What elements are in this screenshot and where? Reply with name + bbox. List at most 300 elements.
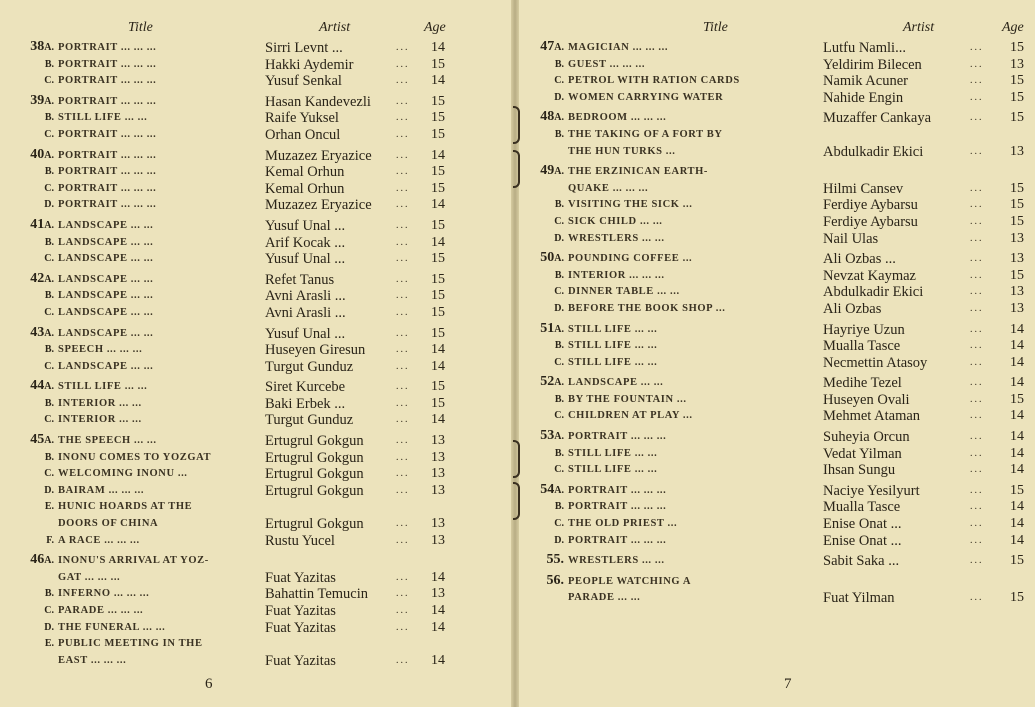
artist-name: Mualla Tasce — [823, 499, 901, 516]
table-row — [530, 109, 1024, 127]
artwork-title: PORTRAIT ... ... ... — [58, 149, 157, 161]
entry-sub-letter: C. — [554, 464, 564, 476]
artist-age: 13 — [1010, 251, 1024, 267]
artist-name: Kemal Orhun — [265, 164, 345, 181]
staple — [513, 150, 520, 188]
artwork-title: INTERIOR ... ... ... — [568, 269, 665, 281]
artist-age: 14 — [431, 412, 445, 428]
column-headers — [530, 18, 1024, 40]
artist-name: Suheyia Orcun — [823, 429, 910, 446]
entry-sub-letter: A. — [44, 219, 54, 231]
entry-sub-letter: C. — [554, 410, 564, 422]
entry-group — [20, 433, 494, 549]
artist-name: Naciye Yesilyurt — [823, 482, 920, 499]
artist-age: 15 — [431, 288, 445, 304]
catalog-number — [20, 411, 58, 429]
artist-age: 13 — [1010, 284, 1024, 300]
artwork-title: PEOPLE WATCHING A — [568, 575, 691, 587]
entry-sub-letter: D. — [44, 621, 54, 633]
table-row — [20, 342, 494, 359]
artist-name: Ertugrul Gokgun — [265, 482, 364, 499]
leader-dots: ... — [970, 501, 984, 513]
leader-dots: ... — [970, 356, 984, 368]
entry-sub-letter: A. — [44, 42, 54, 53]
artist-age: 15 — [431, 180, 445, 196]
artist-name: Turgut Gunduz — [265, 358, 354, 375]
entry-group — [530, 250, 1024, 317]
table-row — [530, 320, 1024, 339]
catalog-number — [20, 304, 58, 322]
catalog-number — [20, 72, 58, 90]
artwork-title: INONU'S ARRIVAL AT YOZ- — [58, 555, 209, 567]
leader-dots: ... — [970, 112, 984, 124]
leader-dots: ... — [396, 253, 410, 265]
catalog-number — [20, 163, 58, 181]
entry-group — [530, 481, 1024, 549]
artwork-title: PORTRAIT ... ... ... — [58, 75, 157, 87]
entry-sub-letter: B. — [44, 290, 54, 302]
artwork-title: PORTRAIT ... ... ... — [568, 501, 667, 513]
table-row — [20, 570, 494, 587]
artwork-title: MAGICIAN ... ... ... — [568, 42, 669, 53]
artist-age: 14 — [1010, 408, 1024, 424]
artwork-title: PORTRAIT ... ... ... — [58, 95, 157, 107]
catalog-number — [530, 163, 568, 181]
leader-dots: ... — [396, 236, 410, 248]
artwork-title: WRESTLERS ... ... — [568, 232, 665, 244]
artist-age: 13 — [431, 532, 445, 548]
leader-dots: ... — [396, 306, 410, 318]
entry-number: 43 — [30, 324, 45, 340]
table-row — [530, 338, 1024, 355]
artist-name: Avni Arasli ... — [265, 304, 346, 321]
artist-name: Yusuf Unal ... — [265, 251, 346, 268]
artwork-title: THE OLD PRIEST ... — [568, 518, 678, 530]
artist-name: Lutfu Namli... — [823, 40, 906, 56]
table-row — [20, 127, 494, 144]
entry-sub-letter: B. — [44, 112, 54, 124]
table-row — [530, 354, 1024, 372]
artist-age: 15 — [1010, 73, 1024, 89]
catalog-number — [530, 445, 568, 463]
artwork-title: PARADE ... ... — [568, 592, 641, 604]
artist-name: Siret Kurcebe — [265, 379, 346, 396]
catalog-number — [20, 126, 58, 144]
entry-sub-letter: B. — [44, 166, 54, 178]
entry-sub-letter: C. — [44, 468, 54, 480]
artwork-title: THE SPEECH ... ... — [58, 435, 157, 447]
artwork-title: STILL LIFE ... ... — [568, 340, 658, 352]
artist-name: Yeldirim Bilecen — [823, 56, 922, 73]
artist-age: 14 — [431, 603, 445, 618]
leader-dots: ... — [396, 128, 410, 140]
table-row — [20, 110, 494, 127]
artist-age: 13 — [431, 586, 445, 602]
table-row — [530, 499, 1024, 516]
leader-dots: ... — [396, 344, 410, 356]
artist-age: 14 — [431, 234, 445, 250]
leader-dots: ... — [970, 215, 984, 227]
artist-name: Enise Onat ... — [823, 516, 902, 533]
artist-name: Orhan Oncul — [265, 126, 341, 143]
leader-dots: ... — [396, 381, 410, 393]
entry-group — [530, 428, 1024, 479]
artist-age: 14 — [1010, 338, 1024, 354]
table-row — [20, 164, 494, 181]
artwork-title: WOMEN CARRYING WATER — [568, 91, 724, 103]
artist-age: 15 — [1010, 553, 1024, 569]
catalog-number — [20, 465, 58, 483]
entry-sub-letter: E. — [44, 501, 54, 513]
entry-sub-letter: A. — [554, 42, 564, 53]
table-row — [20, 40, 494, 57]
table-row — [20, 272, 494, 289]
leader-dots: ... — [396, 435, 410, 447]
table-row — [20, 359, 494, 376]
artist-age: 15 — [1010, 180, 1024, 196]
header-age: Age — [1002, 20, 1024, 35]
catalog-number — [530, 126, 568, 144]
catalog-number — [530, 267, 568, 285]
artist-age: 14 — [431, 619, 445, 635]
leader-dots: ... — [970, 377, 984, 389]
table-row — [20, 218, 494, 235]
entry-sub-letter: B. — [554, 269, 564, 281]
leader-dots: ... — [970, 464, 984, 476]
staple — [513, 106, 520, 144]
leader-dots: ... — [396, 290, 410, 302]
catalog-number — [530, 72, 568, 90]
catalog-number — [20, 39, 58, 57]
leader-dots: ... — [970, 42, 984, 53]
table-row — [20, 620, 494, 637]
artist-age: 15 — [431, 271, 445, 287]
artist-name: Nail Ulas — [823, 230, 879, 247]
leader-dots: ... — [970, 555, 984, 567]
artist-age: 15 — [431, 395, 445, 411]
artwork-title: LANDSCAPE ... ... — [58, 290, 154, 302]
catalog-number — [530, 230, 568, 248]
artwork-title: STILL LIFE ... ... — [58, 112, 148, 124]
entry-list — [530, 39, 1024, 607]
artist-name: Medihe Tezel — [823, 375, 902, 392]
table-row — [530, 481, 1024, 500]
table-row — [20, 326, 494, 343]
artwork-title: QUAKE ... ... ... — [568, 182, 649, 194]
artist-name: Yusuf Unal ... — [265, 325, 346, 342]
leader-dots: ... — [396, 518, 410, 530]
leader-dots: ... — [396, 451, 410, 463]
leader-dots: ... — [396, 484, 410, 496]
catalog-number — [20, 217, 58, 235]
leader-dots: ... — [396, 621, 410, 633]
catalog-number — [20, 635, 58, 653]
artwork-title: BEDROOM ... ... ... — [568, 112, 667, 124]
entry-number: 41 — [30, 216, 45, 232]
entry-sub-letter: A. — [44, 555, 54, 567]
artist-name: Yusuf Unal ... — [265, 217, 346, 234]
artist-name: Hakki Aydemir — [265, 56, 354, 73]
table-row — [530, 516, 1024, 533]
entry-sub-letter: C. — [44, 360, 54, 372]
header-artist: Artist — [903, 20, 935, 35]
leader-dots: ... — [396, 112, 410, 124]
entry-sub-letter: B. — [554, 199, 564, 211]
artwork-title: SICK CHILD ... ... — [568, 215, 663, 227]
table-row — [530, 462, 1024, 479]
entry-sub-letter: B. — [44, 236, 54, 248]
table-row — [20, 251, 494, 268]
artist-age: 14 — [1010, 516, 1024, 532]
entry-sub-letter: C. — [554, 75, 564, 87]
entry-number: 46 — [30, 552, 45, 568]
table-row — [530, 127, 1017, 144]
catalog-number — [530, 532, 568, 550]
artist-name: Hilmi Cansev — [823, 180, 904, 197]
artwork-title: STILL LIFE ... ... — [568, 356, 658, 368]
artwork-title: LANDSCAPE ... ... — [58, 219, 154, 231]
artist-name: Bahattin Temucin — [265, 586, 369, 603]
entry-group — [20, 40, 494, 90]
entry-sub-letter: B. — [44, 397, 54, 409]
entry-group — [20, 326, 494, 376]
artist-name: Ertugrul Gokgun — [265, 449, 364, 466]
artist-age: 14 — [1010, 532, 1024, 548]
artwork-title: GUEST ... ... ... — [568, 58, 646, 70]
entry-group — [20, 148, 494, 214]
artist-name: Fuat Yazitas — [265, 619, 336, 636]
catalog-number — [20, 378, 58, 396]
artist-name: Hasan Kandevezli — [265, 93, 371, 110]
entry-sub-letter: C. — [44, 75, 54, 87]
artwork-title: DINNER TABLE ... ... — [568, 286, 680, 298]
artist-name: Ferdiye Aybarsu — [823, 213, 918, 230]
entry-group — [20, 553, 494, 669]
leader-dots: ... — [970, 447, 984, 459]
artwork-title: INTERIOR ... ... — [58, 414, 142, 426]
artist-age: 14 — [1010, 429, 1024, 445]
artist-age: 14 — [431, 569, 445, 585]
table-row — [530, 250, 1024, 268]
table-row — [530, 428, 1024, 446]
entry-number: 50 — [540, 250, 555, 266]
catalog-number — [530, 428, 568, 446]
catalog-number — [20, 552, 58, 570]
catalog-number — [530, 407, 568, 425]
page-number: 7 — [784, 676, 792, 692]
leader-dots: ... — [970, 340, 984, 352]
staple — [513, 482, 520, 520]
catalog-number — [20, 147, 58, 165]
artist-age: 14 — [1010, 462, 1024, 478]
artist-age: 14 — [431, 73, 445, 89]
artist-age: 14 — [431, 342, 445, 358]
artist-name: Baki Erbek ... — [265, 395, 346, 412]
artwork-title: POUNDING COFFEE ... — [568, 253, 693, 265]
leader-dots: ... — [396, 534, 410, 546]
entry-sub-letter: A. — [44, 149, 54, 161]
entry-sub-letter: C. — [44, 605, 54, 616]
artist-name: Nevzat Kaymaz — [823, 267, 916, 284]
leader-dots: ... — [396, 360, 410, 372]
artist-age: 14 — [1010, 375, 1024, 391]
page-right — [514, 0, 1035, 707]
entry-sub-letter: A. — [554, 323, 564, 335]
catalog-number — [20, 532, 58, 550]
artwork-title: LANDSCAPE ... ... — [58, 306, 154, 318]
leader-dots: ... — [396, 273, 410, 285]
artist-name: Mehmet Ataman — [823, 408, 921, 425]
artist-age: 15 — [1010, 213, 1024, 229]
entry-number: 38 — [30, 39, 45, 54]
entry-number: 44 — [30, 378, 45, 394]
artist-name: Avni Arasli ... — [265, 288, 346, 305]
artwork-title: BEFORE THE BOOK SHOP ... — [568, 302, 726, 314]
artist-name: Rustu Yucel — [265, 532, 335, 549]
entry-sub-letter: C. — [554, 518, 564, 530]
entry-sub-letter: F. — [46, 534, 54, 546]
artwork-title: LANDSCAPE ... ... — [58, 236, 154, 248]
leader-dots: ... — [970, 269, 984, 281]
catalog-number — [20, 325, 58, 343]
leader-dots: ... — [396, 468, 410, 480]
catalog-number — [530, 552, 568, 570]
artist-age: 15 — [1010, 110, 1024, 126]
catalog-number — [20, 358, 58, 376]
table-row — [20, 483, 494, 500]
table-row — [530, 164, 1017, 181]
artist-name: Fuat Yilman — [823, 590, 895, 607]
catalog-number — [20, 109, 58, 127]
artist-age: 15 — [1010, 40, 1024, 55]
table-row — [530, 180, 1024, 198]
artwork-title: DOORS OF CHINA — [58, 518, 159, 530]
artist-age: 13 — [1010, 143, 1024, 159]
leader-dots: ... — [970, 518, 984, 530]
entry-sub-letter: D. — [554, 91, 564, 103]
table-row — [20, 379, 494, 396]
artist-age: 15 — [431, 110, 445, 126]
leader-dots: ... — [396, 58, 410, 70]
table-row — [20, 586, 494, 603]
catalog-number — [20, 585, 58, 603]
catalog-number — [530, 391, 568, 409]
artwork-title: PORTRAIT ... ... ... — [58, 128, 157, 140]
entry-number: 42 — [30, 270, 45, 286]
entry-number: 55. — [546, 552, 564, 568]
artist-age: 15 — [1010, 391, 1024, 407]
entry-number: 51 — [540, 320, 555, 336]
table-row — [530, 284, 1024, 301]
artist-name: Sabit Saka ... — [823, 553, 900, 570]
artwork-title: THE HUN TURKS ... — [568, 145, 676, 157]
leader-dots: ... — [396, 327, 410, 339]
table-row — [20, 653, 494, 670]
artwork-title: HUNIC HOARDS AT THE — [58, 501, 193, 513]
entry-sub-letter: C. — [554, 286, 564, 298]
catalog-number — [20, 271, 58, 289]
artwork-title: PORTRAIT ... ... ... — [58, 182, 157, 194]
artist-age: 14 — [1010, 499, 1024, 515]
leader-dots: ... — [396, 605, 410, 616]
artwork-title: INONU COMES TO YOZGAT — [58, 451, 212, 463]
artist-name: Muzazez Eryazice — [265, 197, 372, 214]
table-row — [20, 396, 494, 413]
header-age: Age — [424, 20, 446, 35]
artwork-title: PORTRAIT ... ... ... — [58, 166, 157, 178]
table-row — [20, 235, 494, 252]
leader-dots: ... — [970, 232, 984, 244]
artist-name: Ihsan Sungu — [823, 462, 896, 479]
artist-name: Raife Yuksel — [265, 110, 339, 127]
catalog-number — [20, 482, 58, 500]
entry-sub-letter: B. — [554, 447, 564, 459]
header-title: Title — [703, 20, 728, 35]
artwork-title: INTERIOR ... ... — [58, 397, 142, 409]
entry-sub-letter: A. — [554, 431, 564, 443]
artist-name: Hayriye Uzun — [823, 321, 905, 338]
artwork-title: VISITING THE SICK ... — [568, 199, 693, 211]
page-number: 6 — [205, 676, 213, 692]
table-row — [20, 181, 494, 198]
leader-dots: ... — [396, 75, 410, 87]
entry-sub-letter: C. — [44, 253, 54, 265]
entry-sub-letter: D. — [44, 484, 54, 496]
artist-name: Refet Tanus — [265, 271, 335, 288]
catalog-number — [530, 461, 568, 479]
table-row — [530, 197, 1024, 214]
artwork-title: PETROL WITH RATION CARDS — [568, 75, 740, 87]
catalog-number — [20, 602, 58, 620]
catalog-number — [20, 432, 58, 450]
catalog-number — [530, 515, 568, 533]
entry-number: 39 — [30, 92, 45, 108]
entry-sub-letter: D. — [554, 302, 564, 314]
artwork-title: PORTRAIT ... ... ... — [58, 199, 157, 211]
artist-age: 13 — [431, 433, 445, 449]
catalog-number — [20, 56, 58, 74]
artwork-title: EAST ... ... ... — [58, 654, 127, 666]
entry-group — [530, 39, 1024, 106]
table-row — [20, 433, 494, 450]
entry-sub-letter: A. — [554, 112, 564, 124]
artist-age: 15 — [431, 93, 445, 109]
artist-age: 15 — [1010, 482, 1024, 498]
artist-name: Ali Ozbas — [823, 300, 882, 317]
artwork-title: PORTRAIT ... ... ... — [58, 42, 157, 53]
leader-dots: ... — [970, 145, 984, 157]
catalog-number — [20, 287, 58, 305]
catalog-number — [530, 56, 568, 74]
artist-age: 15 — [431, 126, 445, 142]
artist-name: Vedat Yilman — [823, 445, 902, 462]
table-row — [530, 267, 1024, 285]
table-row — [20, 466, 494, 483]
table-row — [530, 39, 1024, 57]
artwork-title: PORTRAIT ... ... ... — [568, 534, 667, 546]
artwork-title: PORTRAIT ... ... ... — [568, 431, 667, 443]
table-row — [530, 532, 1024, 550]
leader-dots: ... — [970, 286, 984, 298]
leader-dots: ... — [396, 182, 410, 194]
catalog-number — [20, 196, 58, 214]
artwork-title: WRESTLERS ... ... — [568, 555, 665, 567]
artist-name: Mualla Tasce — [823, 338, 901, 355]
table-row — [20, 553, 494, 570]
entry-group — [530, 552, 1024, 570]
entry-sub-letter: B. — [44, 451, 54, 463]
artist-age: 15 — [1010, 267, 1024, 283]
